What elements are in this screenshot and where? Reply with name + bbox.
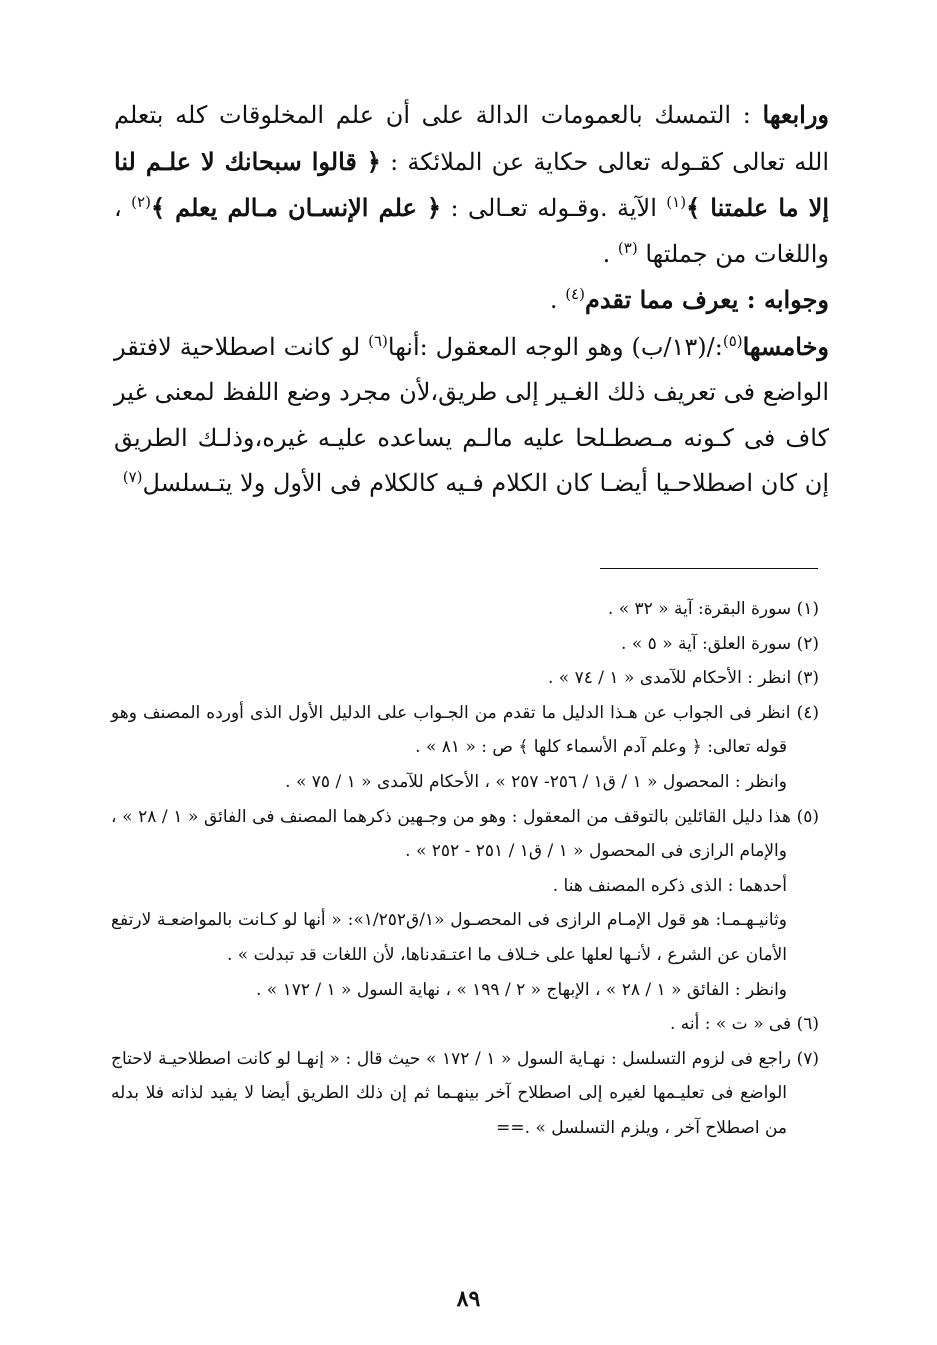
footnote-4-continuation: وانظر : المحصول « ١ / ق١ / ٢٥٦- ٢٥٧ » ، الأحكام للآمدى « ١ / ٧٥ » . [285,771,787,792]
footnote-6: (٦) فى « ت » : أنه . [669,1014,819,1035]
footnote-ref[interactable]: (١) [666,193,687,211]
footnotes [111,592,819,1146]
paragraph-text: لو كانت اصطلاحية لافتقر الواضع فى تعريف ذلك الغـير إلى طريق،لأن مجرد وضع اللفظ لمعنى غير كاف فى كـونه مـصطـلحا عليه مالـم يساعده عليـه غيره،وذلـك الطريق إن كان اصطلاحـيا أيضـا كان الكلام فـيه كالكلام فى الأول ولا يتـسلسل [114,332,829,497]
footnote-7 [111,1042,819,1146]
lead-word-answer: وجوابه : يعرف مما تقدم [584,285,829,314]
footnote-5: (٥) هذا دليل القائلين بالتوقف من المعقول : وهو من وجـهين ذكرهما المصنف فى الفائق « ١ / ٢٨ » ، والإمام الرازى فى المحصول « ١ / ق١ / ٢٥١ - ٢٥٢ » . [111,806,819,862]
page-number: ٨٩ [456,1286,481,1312]
footnote-ref[interactable]: (٥) [722,331,743,350]
paragraph-fifth [114,324,829,507]
footnote-7-text: (٧) راجع فى لزوم التسلسل : نهـاية السول « ١ / ١٧٢ » حيث قال : « إنهـا لو كانت اصطلاحيـة لاحتاج الواضع فى تعليـمها لغيره إلى اصطلاح آخر بينهـما ثم إن ذلك الطريق أيضا لا يفيد لذاته فلا بدله من اصطلاح آخر ، ويلزم التسلسل » . [111,1048,819,1138]
footnote-5-second: وثانيـهـمـا: هو قول الإمـام الرازى فى المحصـول «١/ق١/٢٥٢»: « أنها لو كـانت بالمواضعـة لارتفع الأمان عن الشرع ، لأنـها لعلها على خـلاف ما اعتـقدناها، لأن اللغات قد تبدلت » . [111,910,787,965]
footnote-4: (٤) انظر فى الجواب عن هـذا الدليل ما تقدم من الجـواب على الدليل الأول الذى أورده المصنف وهو قوله تعالى: ﴿ وعلم آدم الأسماء كلها ﴾ ص : « ٨١ » . [111,702,819,758]
paragraph-text: . [602,239,618,268]
paragraph-text: ، واللغات من جملتها [114,194,829,268]
footnote-2: (٢) سورة العلق: آية « ٥ » . [621,633,819,654]
paragraph-text: . [549,286,566,314]
continuation-mark: == [496,1117,525,1138]
paragraph-text: :/(١٣/ب) وهو الوجه المعقول :أنها [387,332,723,361]
paragraph-text: الآية .وقـوله تعـالى : [441,194,667,222]
footnote-3: (٣) انظر : الأحكام للآمدى « ١ / ٧٤ » . [547,668,819,689]
footnote-ref[interactable]: (٤) [565,285,585,303]
quran-quote: ﴿ علم الإنسـان مـالم يعلم ﴾ [150,193,442,222]
lead-word-fifth: وخامسها [742,331,829,361]
footnote-1: (١) سورة البقرة: آية « ٣٢ » . [607,599,819,619]
paragraph-fourth [114,92,829,277]
footnote-5-first: أحدهما : الذى ذكره المصنف هنا . [552,875,787,896]
footnote-separator [600,568,818,569]
lead-word-fourth: ورابعها [762,100,829,129]
footnote-ref[interactable]: (٣) [617,238,638,257]
footnote-ref[interactable]: (٧) [122,468,143,486]
footnote-ref[interactable]: (٦) [368,331,388,350]
paragraph-text: : التمسك بالعمومات الدالة على أن علم المخلوقات كله بتعلم الله تعالى كقـوله تعالى حكاية عن الملائكة : [114,101,830,176]
quran-quote: ﴿ قالوا سبحانك لا علـم لنا إلا ما علمتنا ﴾ [114,146,830,222]
footnote-ref[interactable]: (٢) [131,193,151,211]
paragraph-answer [114,277,829,324]
main-text [114,92,829,507]
footnote-5-see-also: وانظر : الفائق « ١ / ٢٨ » ، الإبهاج « ٢ / ١٩٩ » ، نهاية السول « ١ / ١٧٢ » . [255,979,787,1000]
